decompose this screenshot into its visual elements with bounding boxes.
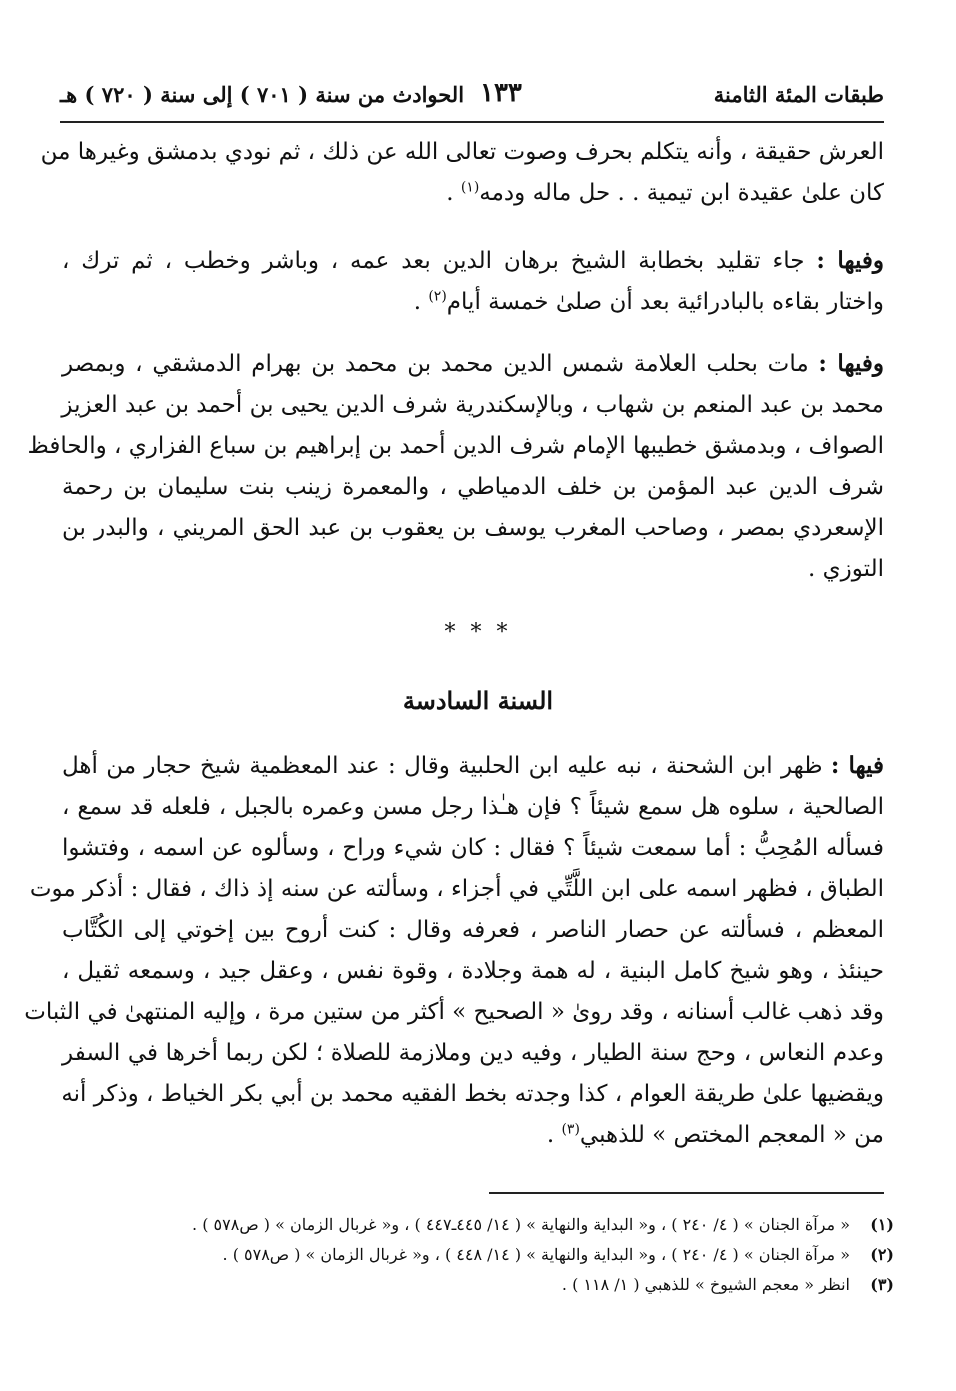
footnote-rule	[489, 1192, 884, 1194]
footnote-ref[interactable]: (١)	[460, 179, 480, 196]
footnote-number: (١)	[870, 1215, 894, 1234]
header-section-title: الحوادث من سنة ( ٧٠١ ) إلى سنة ( ٧٢٠ ) هـ	[60, 82, 465, 107]
text-line: وعدم النعاس ، وحج سنة الطيار ، وفيه دين وملازمة للصلاة ؛ لكن ربما أخرها في السفر	[62, 1040, 884, 1066]
text-line-body: جاء تقليد بخطابة الشيخ برهان الدين بعد عمه ، وباشر وخطب ، ثم ترك ،	[62, 248, 817, 274]
text-line	[62, 282, 884, 323]
text-line-body: من « المعجم المختص » للذهبي	[579, 1122, 884, 1148]
line-end: .	[446, 180, 461, 206]
footnote-number: (٣)	[870, 1275, 894, 1294]
footnote	[192, 1210, 894, 1240]
text-line: فسأله المُحِبُّ : أما سمعت شيئاً ؟ فقال : كان شيء وراح ، وسألوه عن اسمه ، وفتشوا	[62, 835, 884, 861]
text-line	[62, 343, 884, 385]
paragraph-4	[24, 745, 884, 1156]
footnote-text: « مرآة الجنان » ( ٤/ ٢٤٠ ) ، و« البداية والنهاية » ( ١٤/ ٤٤٥ـ٤٤٧ ) ، و« غربال الزمان » ( ص٥٧٨ ) .	[192, 1215, 850, 1234]
text-line: محمد بن عبد المنعم بن شهاب ، وبالإسكندرية شرف الدين يحيى بن أحمد بن عبد العزيز	[61, 392, 884, 418]
text-line	[62, 745, 884, 787]
header-rule	[60, 121, 884, 123]
text-line: ويقضيها علىٰ طريقة العوام ، كذا وجدته بخط الفقيه محمد بن أبي بكر الخياط ، وذكر أنه	[61, 1081, 884, 1107]
paragraph-2	[62, 240, 884, 323]
paragraph-lead: وفيها :	[816, 247, 884, 274]
text-line	[62, 1115, 884, 1156]
text-line	[62, 173, 884, 214]
footnote-text: انظر « معجم الشيوخ » للذهبي ( ١/ ١١٨ ) .	[561, 1275, 850, 1294]
text-line: التوزي .	[808, 556, 884, 582]
text-line: العرش حقيقة ، وأنه يتكلم بحرف وصوت تعالى الله عن ذلك ، ثم نودي بدمشق وغيرها من	[40, 139, 884, 165]
paragraph-lead: وفيها :	[818, 350, 884, 377]
text-line: الصالحية ، سلوه هل سمع شيئاً ؟ فإن هـٰذا رجل مسن وعمره بالجبل ، فلعله قد سمع ،	[62, 794, 884, 820]
text-line: الطباق ، فظهر اسمه على ابن اللَّتِّي في أجزاء ، وسألته عن سنه إذ ذاك ، فقال : أذكر موت	[29, 876, 884, 902]
paragraph-3	[27, 343, 884, 590]
text-line: حينئذ ، وهو شيخ كامل البنية ، له همة وجلادة ، وقوة نفس ، وعقل جيد ، وسمعه ثقيل ،	[62, 958, 884, 984]
text-line: الإسعردي بمصر ، وصاحب المغرب يوسف بن يعقوب بن عبد الحق المريني ، والبدر بن	[62, 515, 884, 541]
text-line	[62, 240, 884, 282]
footnote-number: (٢)	[870, 1245, 894, 1264]
footnote-text: « مرآة الجنان » ( ٤/ ٢٤٠ ) ، و« البداية والنهاية » ( ١٤/ ٤٤٨ ) ، و« غربال الزمان » ( ص٥٧٨ ) .	[222, 1245, 850, 1264]
text-line: وقد ذهب غالب أسنانه ، وقد روىٰ « الصحيح » أكثر من ستين مرة ، وإليه المنتهىٰ في الثبات	[24, 999, 884, 1025]
paragraph-lead: فيها :	[830, 752, 884, 779]
section-heading: السنة السادسة	[402, 686, 554, 715]
text-line-body: كان علىٰ عقيدة ابن تيمية . . حل ماله ودمه	[479, 180, 884, 206]
text-line-body: واختار بقاءه بالبادرائية بعد أن صلىٰ خمسة أيام	[446, 289, 884, 315]
header-book-title: طبقات المئة الثامنة	[713, 82, 884, 107]
text-line-body: ظهر ابن الشحنة ، نبه عليه ابن الحلبية وقال : عند المعظمية شيخ حجار من أهل	[62, 753, 831, 779]
page-header	[60, 78, 884, 122]
page-number: ١٣٣	[480, 78, 522, 108]
footnote	[200, 1240, 894, 1270]
text-line-body: مات بحلب العلامة شمس الدين محمد بن محمد بن بهرام الدمشقي ، وبمصر	[62, 351, 819, 377]
section-separator: * * *	[444, 620, 512, 645]
footnote-ref[interactable]: (٣)	[561, 1121, 580, 1138]
line-end: .	[546, 1122, 562, 1148]
text-line: شرف الدين عبد المؤمن بن خلف الدمياطي ، والمعمرة زينب بنت سليمان بن رحمة	[62, 474, 884, 500]
text-line: الصواف ، وبدمشق خطيبها الإمام شرف الدين أحمد بن إبراهيم بن سباع الفزاري ، والحافظ	[27, 433, 884, 459]
text-line: المعظم ، فسألته عن حصار الناصر ، فعرفه وقال : كنت أروح بين إخوتي إلى الكُتَّاب	[62, 917, 884, 943]
footnote-ref[interactable]: (٢)	[428, 288, 447, 305]
line-end: .	[413, 289, 429, 315]
paragraph-1	[40, 132, 884, 214]
footnotes	[192, 1210, 894, 1300]
footnote	[200, 1270, 894, 1300]
